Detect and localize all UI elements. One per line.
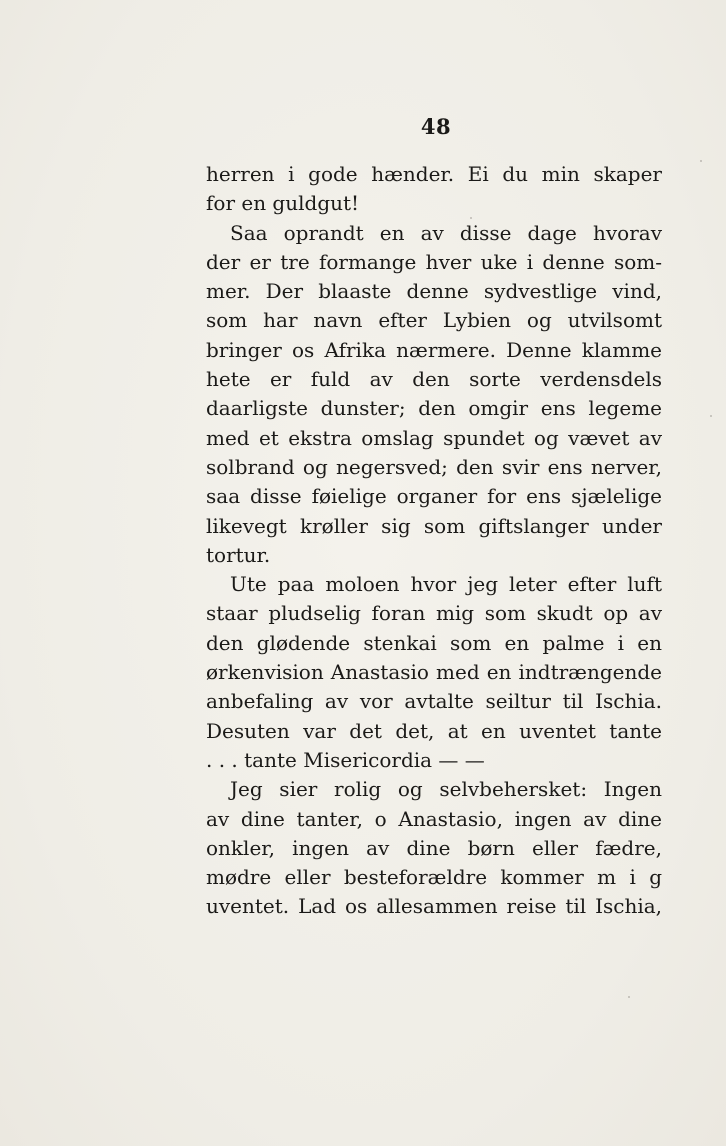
- text-line: med et ekstra omslag spundet og vævet av: [206, 425, 662, 450]
- text-line: staar pludselig foran mig som skudt op av: [206, 601, 662, 626]
- text-line: mødre eller besteforældre kommer m i g: [206, 865, 662, 890]
- text-line: solbrand og negersved; den svir ens nerver,: [206, 454, 662, 479]
- text-line: hete er fuld av den sorte verdensdels: [206, 367, 662, 392]
- text-line: mer. Der blaaste denne sydvestlige vind,: [206, 279, 662, 304]
- text-line: som har navn efter Lybien og utvilsomt: [206, 308, 662, 333]
- text-line: Desuten var det det, at en uventet tante: [206, 718, 662, 743]
- paper-speck: [700, 160, 702, 162]
- paper-speck: [470, 217, 472, 219]
- text-line: . . . tante Misericordia — —: [206, 747, 485, 772]
- text-line: uventet. Lad os allesammen reise til Ischia,: [206, 894, 662, 919]
- body-text: [206, 160, 662, 922]
- text-line: saa disse føielige organer for ens sjælelige: [206, 484, 662, 509]
- text-line: bringer os Afrika nærmere. Denne klamme: [206, 337, 662, 362]
- text-line: anbefaling av vor avtalte seiltur til Ischia.: [206, 689, 662, 714]
- text-line: Saa oprandt en av disse dage hvorav: [230, 220, 662, 245]
- text-line: Ute paa moloen hvor jeg leter efter luft: [230, 572, 662, 597]
- text-line: herren i gode hænder. Ei du min skaper: [206, 162, 662, 186]
- text-line: der er tre formange hver uke i denne som-: [206, 249, 662, 274]
- text-line: tortur.: [206, 542, 271, 567]
- text-line: den glødende stenkai som en palme i en: [206, 630, 662, 655]
- text-line: onkler, ingen av dine børn eller fædre,: [206, 835, 662, 860]
- text-line: av dine tanter, o Anastasio, ingen av dine: [206, 806, 662, 831]
- paper-speck: [710, 415, 712, 417]
- text-line: likevegt krøller sig som giftslanger under: [206, 513, 662, 538]
- text-line: Jeg sier rolig og selvbehersket: Ingen: [230, 777, 662, 802]
- text-line: for en guldgut!: [206, 191, 360, 216]
- text-line: ørkenvision Anastasio med en indtrængende: [206, 660, 662, 685]
- paper-speck: [628, 996, 630, 998]
- text-line: daarligste dunster; den omgir ens legeme: [206, 396, 662, 421]
- page-number: 48: [420, 114, 452, 139]
